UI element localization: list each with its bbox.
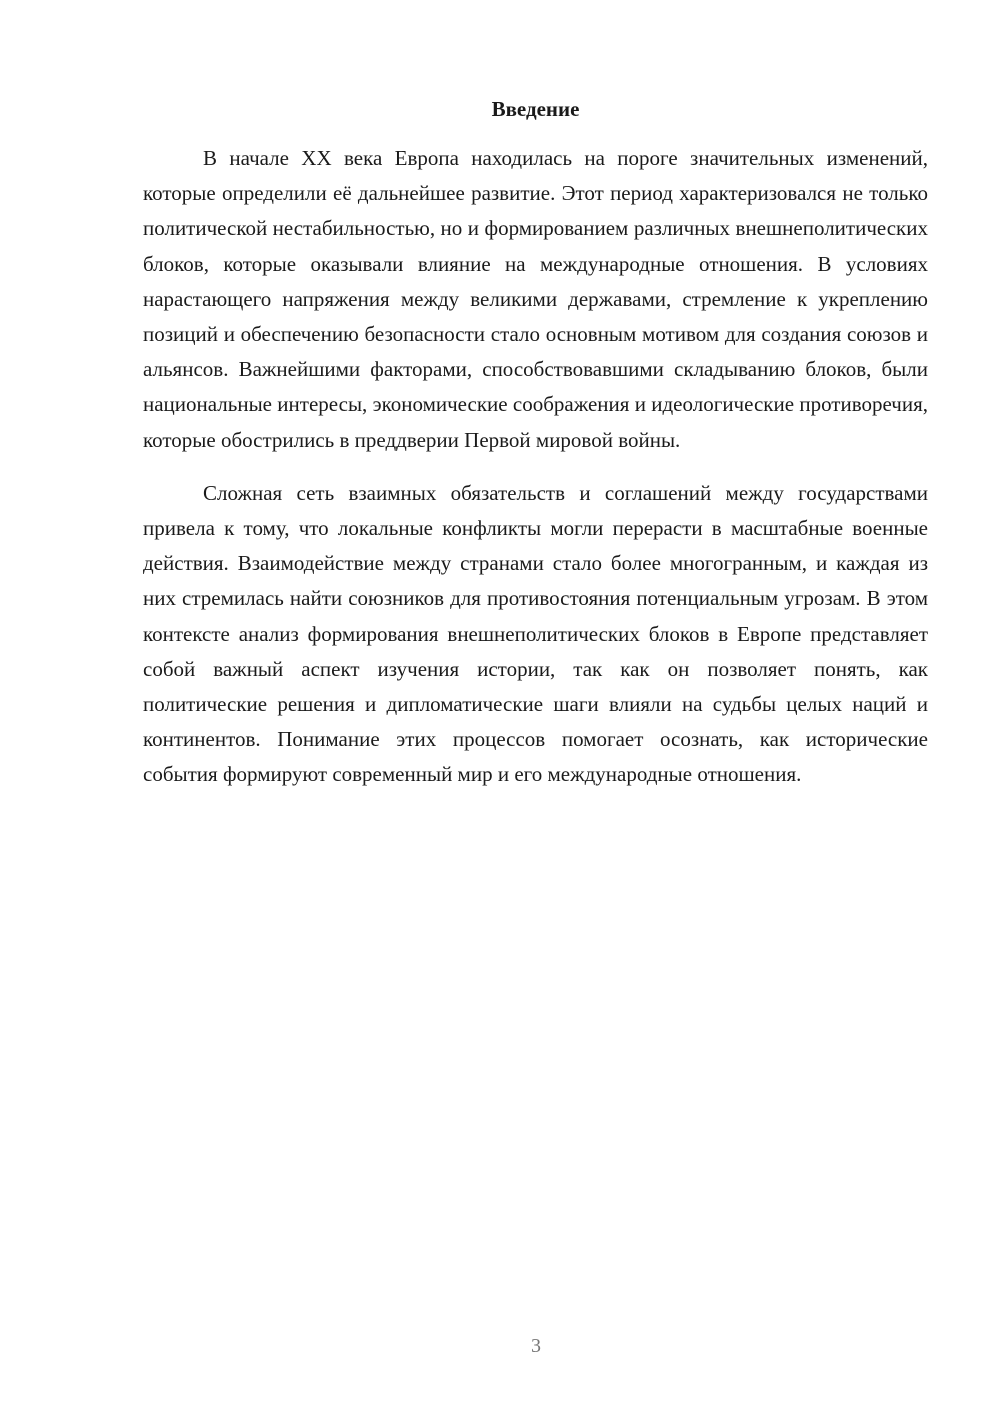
page-content: [143, 92, 928, 793]
paragraph-1: В начале XX века Европа находилась на пороге значительных изменений, которые определили её дальнейшее развитие. Этот период характеризовался не только политической нестабильностью, но и формированием различных внешнеполитических блоков, которые оказывали влияние на международные отношения. В условиях нарастающего напряжения между великими державами, стремление к укреплению позиций и обеспечению безопасности стало основным мотивом для создания союзов и альянсов. Важнейшими факторами, способствовавшими складыванию блоков, были национальные интересы, экономические соображения и идеологические противоречия, которые обострились в преддверии Первой мировой войны.: [143, 146, 928, 452]
paragraph-2: Сложная сеть взаимных обязательств и соглашений между государствами привела к тому, что локальные конфликты могли перерасти в масштабные военные действия. Взаимодействие между странами стало более многогранным, и каждая из них стремилась найти союзников для противостояния потенциальным угрозам. В этом контексте анализ формирования внешнеполитических блоков в Европе представляет собой важный аспект изучения истории, так как он позволяет понять, как политические решения и дипломатические шаги влияли на судьбы целых наций и континентов. Понимание этих процессов помогает осознать, как исторические события формируют современный мир и его международные отношения.: [143, 480, 928, 787]
section-heading: Введение: [491, 97, 580, 121]
page-number: 3: [531, 1335, 541, 1357]
